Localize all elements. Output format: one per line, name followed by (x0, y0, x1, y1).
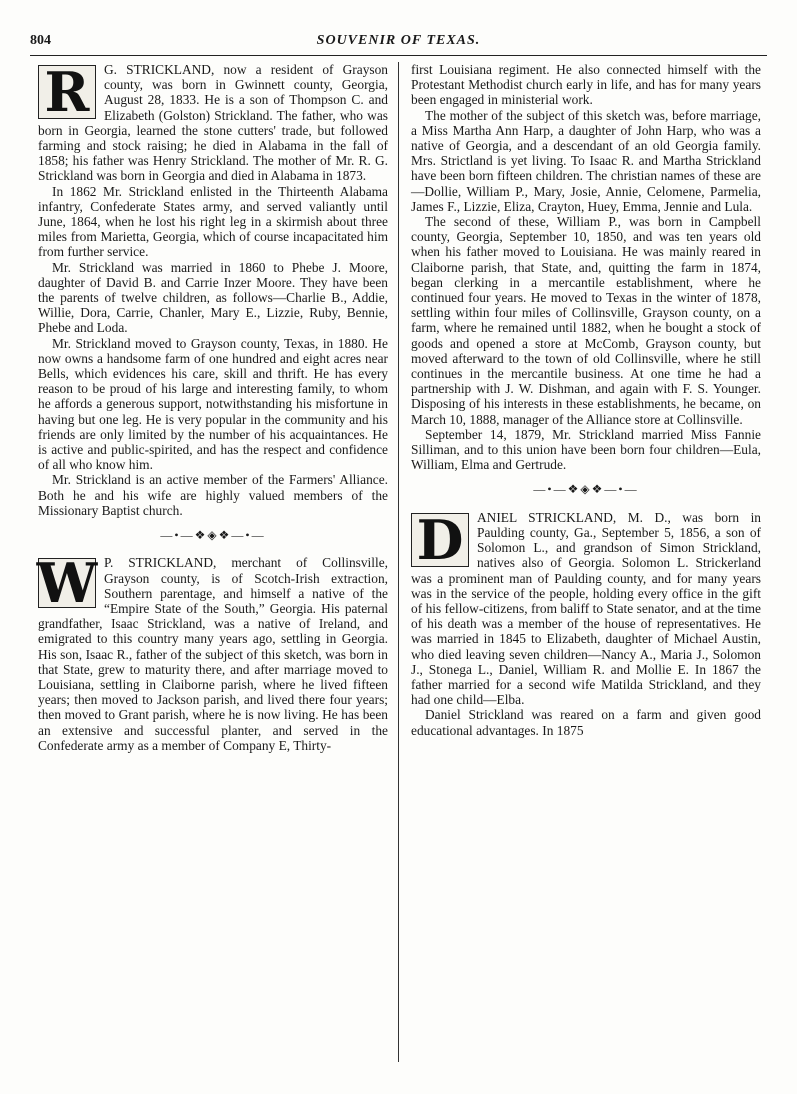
sketch-rg-strickland (38, 62, 388, 518)
paragraph: The second of these, William P., was born in Campbell county, Georgia, September 10, 1850, and was ten years old when his father moved to Louisiana. He was mainly reared in Claiborne parish, that State, and, quitting the farm in 1874, began clerking in a mercantile establishment, where he continued four years. He moved to Texas in the winter of 1878, settling within four miles of Collinsville, Grayson county, on a farm, where he remained until 1882, when he bought a stock of goods and opened a store at McComb, Grayson county, but moved afterward to the town of old Collinsville, where he still continues in the mercantile business. At one time he had a partnership with J. W. Dishman, and again with F. S. Younger. Disposing of his interests in these establishments, he became, on March 10, 1888, manager of the Alliance store at Collinsville. (411, 214, 761, 427)
paragraph: In 1862 Mr. Strickland enlisted in the Thirteenth Alabama infantry, Confederate States army, and served valiantly until June, 1864, when he lost his right leg in a skirmish about three miles from Marietta, Georgia, which of course incapacitated him from further service. (38, 183, 388, 260)
sketch-daniel-strickland (411, 507, 761, 738)
paragraph: Daniel Strickland was reared on a farm and given good educational advantages. In 1875 (411, 707, 761, 738)
dropcap-w: W (36, 551, 98, 616)
right-column (411, 62, 761, 738)
section-ornament: —•—❖◈❖—•— (160, 528, 266, 543)
left-column (38, 62, 388, 753)
column-separator (398, 62, 399, 1062)
paragraph: ANIEL STRICKLAND, M. D., was born in Paulding county, Ga., September 5, 1856, a son of Solomon L., and grandson of Simon Strickland, natives also of Georgia. Solomon L. Strickerland was a prominent man of Paulding county, and for many years was in the service of the people, holding every office in the gift of his fellow-citizens, from baliff to State senator, and at the time of his death was a member of the house of representatives. He was married in 1845 to Elizabeth, daughter of Michael Austin, who died leaving seven children—Nancy A., Maria J., Solomon J., Stonega L., Daniel, William R. and Mollie E. In 1867 the father married for a second wife Matilda Strickland, and they had one child—Elba. (411, 509, 761, 708)
dropcap-d: D (411, 513, 469, 567)
dropcap-r: R (38, 65, 96, 119)
paragraph: Mr. Strickland was married in 1860 to Phebe J. Moore, daughter of David B. and Carrie Inzer Moore. They have been the parents of twelve children, as follows—Charlie B., Addie, Willie, Dora, Carrie, Chanler, Mary E., Lizzie, Ruby, Bennie, Phebe and Loda. (38, 259, 388, 336)
page-number: 804 (30, 33, 51, 48)
paragraph: The mother of the subject of this sketch was, before marriage, a Miss Martha Ann Harp, a daughter of John Harp, who was a native of Georgia, and a descendant of an old Georgia family. Mrs. Strictland is yet living. To Isaac R. and Martha Strickland have been born fifteen children. The christian names of these are—Dollie, William P., Mary, Josie, Annie, Celomene, Parmelia, James F., Lizzie, Eliza, Crayton, Huey, Emma, Jennie and Lula. (411, 107, 761, 214)
paragraph: Mr. Strickland is an active member of the Farmers' Alliance. Both he and his wife are highly valued members of the Missionary Baptist church. (38, 472, 388, 518)
paragraph: Mr. Strickland moved to Grayson county, Texas, in 1880. He now owns a handsome farm of one hundred and eight acres near Bells, which evidences his care, skill and thrift. He has every reason to be proud of his large and interesting family, to whom he affords a generous support, notwithstanding his misfortune in having but one leg. He is very popular in the community and his friends are only limited by the number of his acquaintances. He is active and public-spirited, and has the respect and confidence of all who know him. (38, 335, 388, 473)
running-title: SOUVENIR OF TEXAS. (316, 33, 481, 48)
page-header (30, 33, 767, 55)
sketch-wp-strickland (36, 551, 388, 753)
section-ornament: —•—❖◈❖—•— (533, 482, 639, 497)
paragraph: September 14, 1879, Mr. Strickland married Miss Fannie Silliman, and to this union have been born four children—Eula, William, Elma and Gertrude. (411, 426, 761, 473)
paragraph: first Louisiana regiment. He also connected himself with the Protestant Methodist church early in life, and has for many years been engaged in ministerial work. (411, 62, 761, 108)
paragraph: P. STRICKLAND, merchant of Collinsville, Grayson county, is of Scotch-Irish extraction, Southern parentage, and himself a native of the “Empire State of the South,” Georgia. His paternal grandfather, Isaac Strickland, was a native of Ireland, and emigrated to this country many years ago, settling in Georgia. His son, Isaac R., father of the subject of this sketch, was born in that State, grew to maturity there, and after marriage moved to Louisiana, settling in Claiborne parish, where he lived fifteen years; then moved to Jackson parish, and lived there four years; then moved to Grant parish, where he is now living. He has been an extensive and successful planter, and served in the Confederate army as a member of Company E, Thirty- (38, 555, 388, 753)
header-rule (30, 55, 767, 56)
paragraph: G. STRICKLAND, now a resident of Grayson county, was born in Gwinnett county, Georgia, August 28, 1833. He is a son of Thompson C. and Elizabeth (Golston) Strickland. The father, who was born in Georgia, learned the stone cutters' trade, but followed farming and stock raising; he died in Alabama in the fall of 1858; his father was Henry Strickland. The mother of Mr. R. G. Strickland was born in Georgia and died in Alabama in 1873. (38, 62, 388, 184)
